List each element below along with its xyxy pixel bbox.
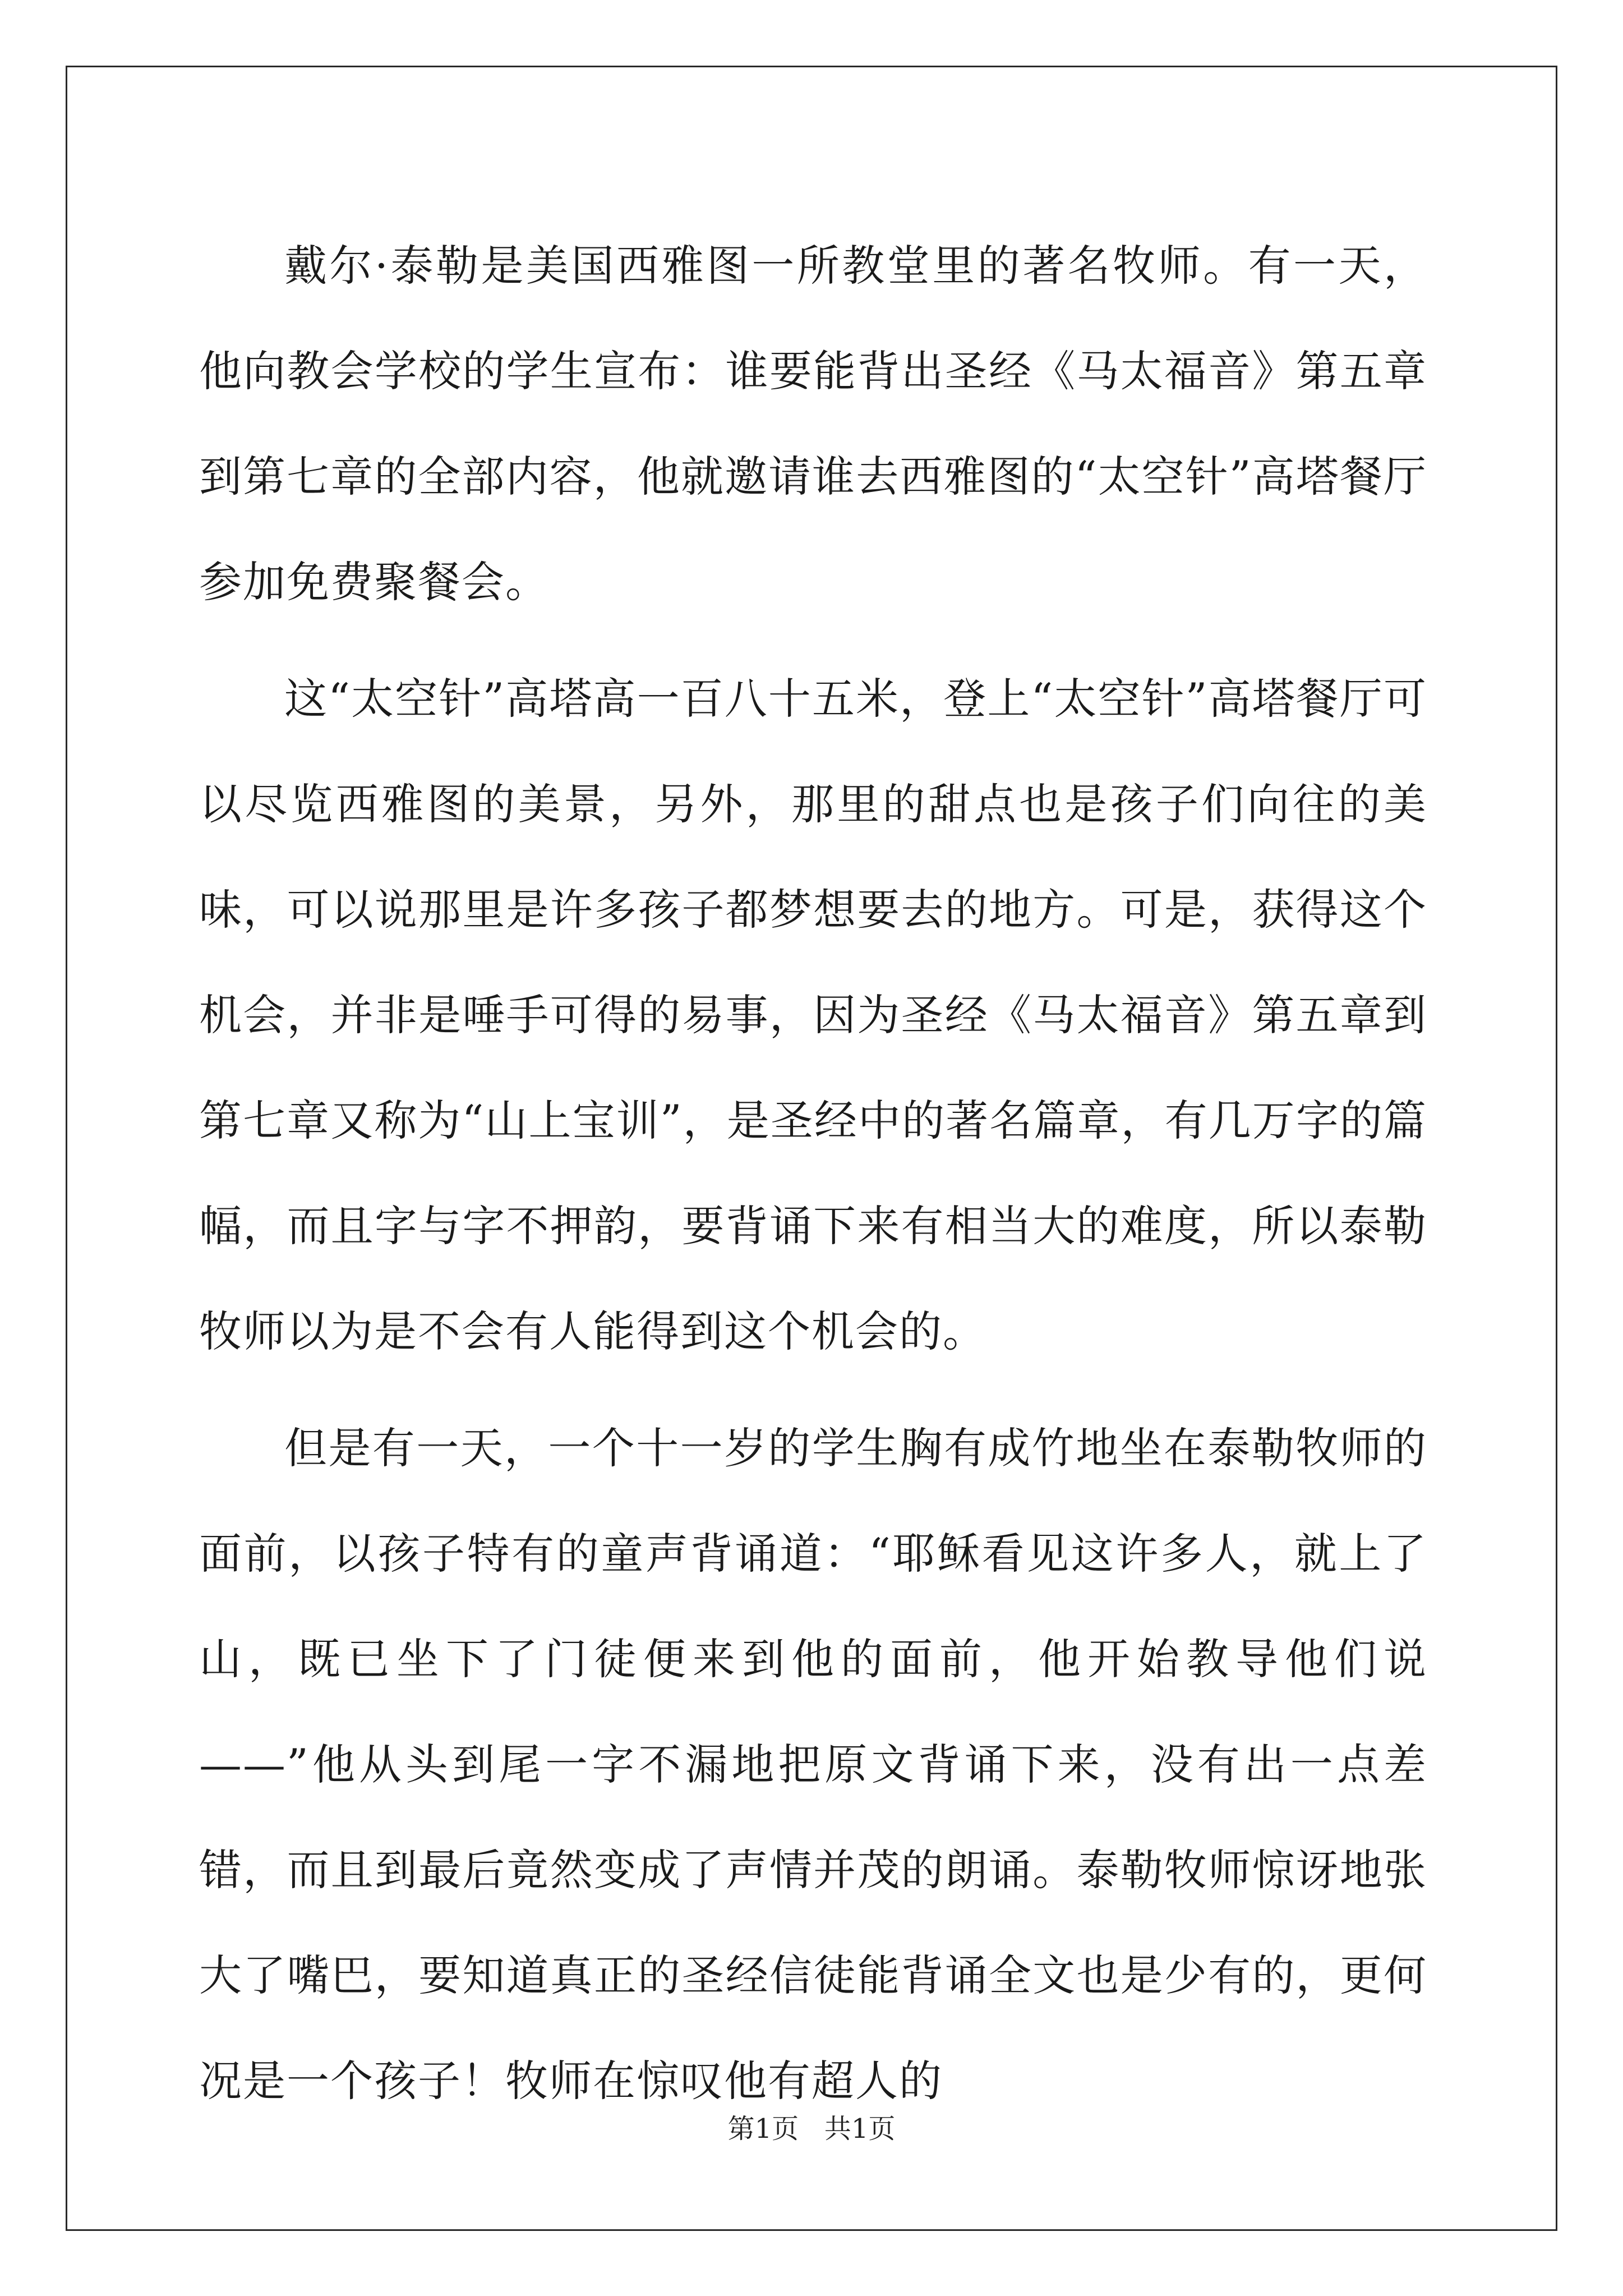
paragraph-1: 戴尔·泰勒是美国西雅图一所教堂里的著名牧师。有一天，他向教会学校的学生宣布：谁要能背出圣经《马太福音》第五章到第七章的全部内容，他就邀请谁去西雅图的“太空针”高塔餐厅参加免费聚餐会。 xyxy=(199,241,1427,607)
document-body xyxy=(199,213,1427,2134)
page-footer: 第1页 共1页 xyxy=(727,2113,896,2145)
paragraph-2: 这“太空针”高塔高一百八十五米，登上“太空针”高塔餐厅可以尽览西雅图的美景，另外，那里的甜点也是孩子们向往的美味，可以说那里是许多孩子都梦想要去的地方。可是，获得这个机会，并非是唾手可得的易事，因为圣经《马太福音》第五章到第七章又称为“山上宝训”，是圣经中的著名篇章，有几万字的篇幅，而且字与字不押韵，要背诵下来有相当大的难度，所以泰勒牧师以为是不会有人能得到这个机会的。 xyxy=(199,674,1427,1356)
paragraph-3: 但是有一天，一个十一岁的学生胸有成竹地坐在泰勒牧师的面前，以孩子特有的童声背诵道：“耶稣看见这许多人，就上了山，既已坐下了门徒便来到他的面前，他开始教导他们说——”他从头到尾一字不漏地把原文背诵下来，没有出一点差错，而且到最后竟然变成了声情并茂的朗诵。泰勒牧师惊讶地张大了嘴巴，要知道真正的圣经信徒能背诵全文也是少有的，更何况是一个孩子！牧师在惊叹他有超人的 xyxy=(199,1423,1427,2106)
